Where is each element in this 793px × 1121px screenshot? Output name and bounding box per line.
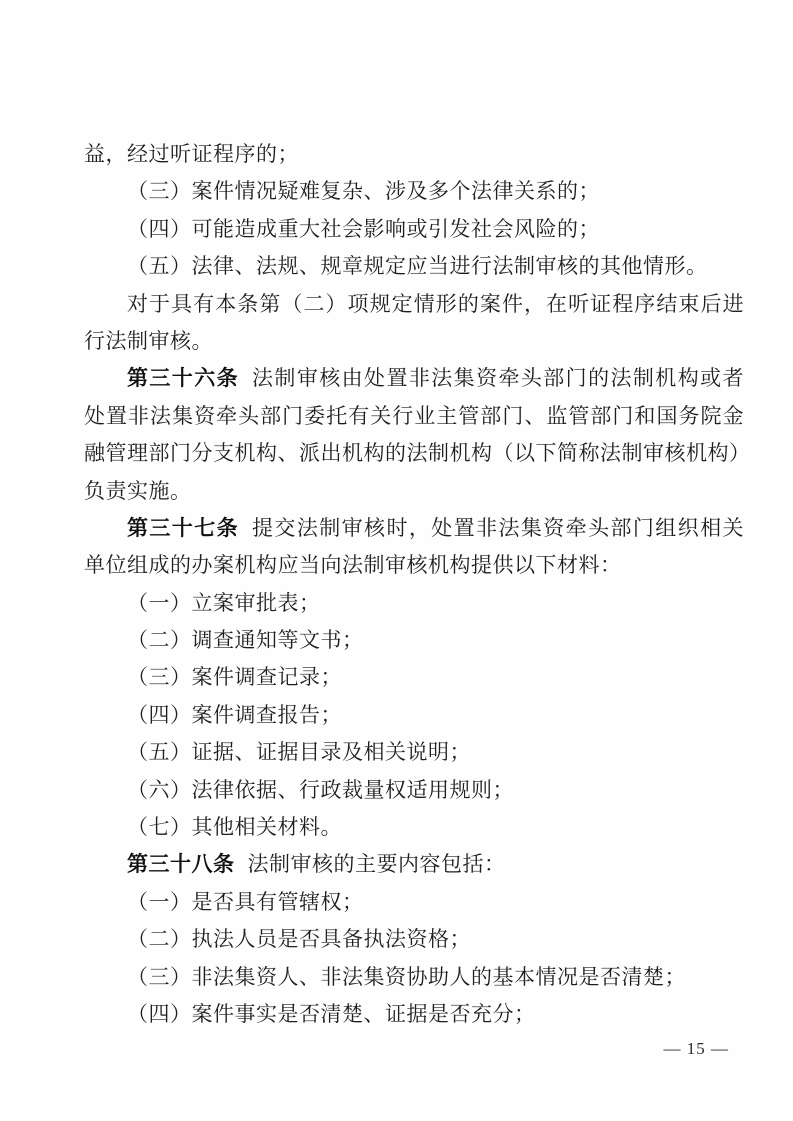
text-line: （四）案件调查报告； <box>127 702 342 727</box>
article-number: 第三十七条 <box>127 515 240 540</box>
text-line: （六）法律依据、行政裁量权适用规则； <box>127 777 514 802</box>
text-line: 行法制审核。 <box>84 328 213 353</box>
article-number: 第三十八条 <box>127 852 235 877</box>
text-line: （五）证据、证据目录及相关说明； <box>127 740 471 765</box>
article-text: 法制审核的主要内容包括： <box>247 852 506 877</box>
page-number: — 15 — <box>663 1039 729 1058</box>
article-number: 第三十六条 <box>127 366 240 391</box>
article-heading-line <box>84 360 744 397</box>
text-line: （三）案件调查记录； <box>127 665 342 690</box>
text-line: （三）非法集资人、非法集资协助人的基本情况是否清楚； <box>127 964 686 989</box>
text-line: （七）其他相关材料。 <box>127 815 342 840</box>
text-line: 对于具有本条第（二）项规定情形的案件，在听证程序结束后进 <box>127 291 744 316</box>
text-line: （四）案件事实是否清楚、证据是否充分； <box>127 1001 536 1026</box>
text-line: （一）是否具有管辖权； <box>127 889 364 914</box>
text-line: 处置非法集资牵头部门委托有关行业主管部门、监管部门和国务院金 <box>84 403 744 428</box>
text-line: （三）案件情况疑难复杂、涉及多个法律关系的； <box>127 179 600 204</box>
article-heading-line <box>84 846 744 883</box>
document-lines <box>84 136 751 1033</box>
article-text: 法制审核由处置非法集资牵头部门的法制机构或者 <box>252 366 745 391</box>
text-line: 融管理部门分支机构、派出机构的法制机构（以下简称法制审核机构） <box>84 441 751 466</box>
text-line: 益，经过听证程序的； <box>84 142 299 166</box>
text-line: （五）法律、法规、规章规定应当进行法制审核的其他情形。 <box>127 254 708 279</box>
text-line: 单位组成的办案机构应当向法制审核机构提供以下材料： <box>84 553 622 578</box>
text-line: （二）调查通知等文书； <box>127 628 364 653</box>
text-line: （一）立案审批表； <box>127 590 321 615</box>
text-line: （二）执法人员是否具备执法资格； <box>127 927 471 952</box>
text-line: （四）可能造成重大社会影响或引发社会风险的； <box>127 216 600 241</box>
article-heading-line <box>84 510 744 547</box>
article-text: 提交法制审核时，处置非法集资牵头部门组织相关 <box>252 515 745 540</box>
text-line: 负责实施。 <box>84 478 192 503</box>
